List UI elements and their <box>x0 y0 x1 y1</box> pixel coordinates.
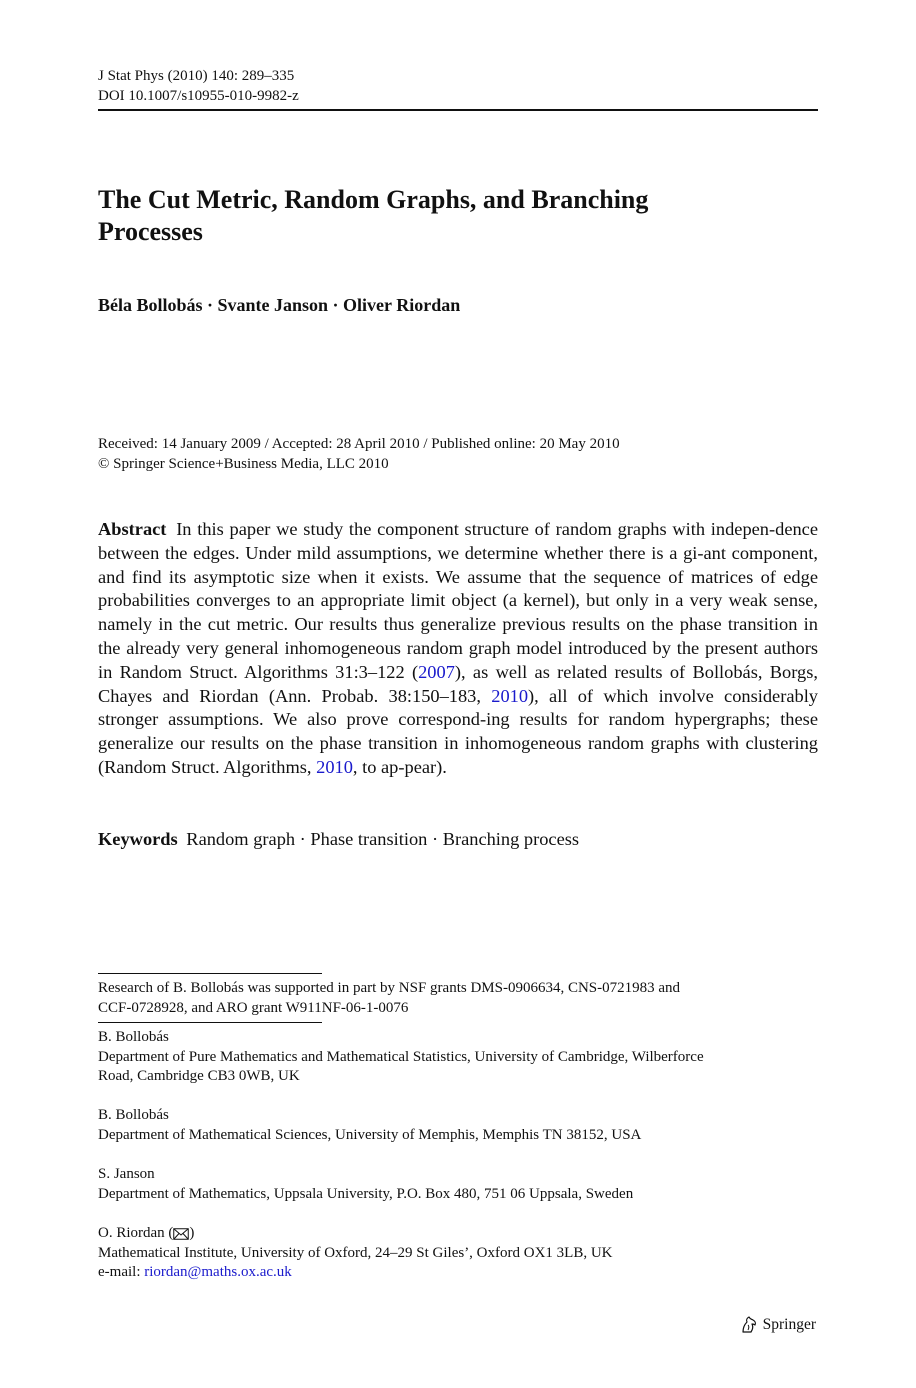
abstract <box>98 518 818 780</box>
email-link[interactable]: riordan@maths.ox.ac.uk <box>144 1264 292 1280</box>
springer-logo <box>740 1316 816 1334</box>
abstract-label: Abstract <box>98 519 167 539</box>
affiliation-3 <box>98 1165 818 1204</box>
author-list: Béla Bollobás · Svante Janson · Oliver Riordan <box>98 295 461 315</box>
email-line <box>98 1263 818 1283</box>
affiliation-1 <box>98 1028 818 1087</box>
envelope-icon <box>173 1228 189 1240</box>
affiliation-address: Mathematical Institute, University of Oxford, 24–29 St Giles’, Oxford OX1 3LB, UK <box>98 1244 613 1261</box>
copyright: © Springer Science+Business Media, LLC 2010 <box>98 455 389 472</box>
title-line-1: The Cut Metric, Random Graphs, and Branching <box>98 185 649 214</box>
keywords-text: Random graph · Phase transition · Branching process <box>186 829 580 849</box>
footnote-rule <box>98 973 322 974</box>
journal-header <box>98 66 818 106</box>
paper-title <box>98 184 818 248</box>
abstract-text-2: ), as well as related results of Bollobás, Borgs, Chayes and Riordan (Ann. Probab. 38:150–183, <box>98 661 818 706</box>
affiliation-2 <box>98 1106 818 1145</box>
affiliation-author: B. Bollobás <box>98 1107 169 1123</box>
citation-link-2010b[interactable]: 2010 <box>316 756 353 777</box>
funding-line-2: CCF-0728928, and ARO grant W911NF-06-1-0076 <box>98 999 409 1016</box>
affiliation-author: S. Janson <box>98 1166 155 1182</box>
keywords-label: Keywords <box>98 829 178 849</box>
affiliation-author: B. Bollobás <box>98 1029 169 1045</box>
title-line-2: Processes <box>98 217 203 246</box>
abstract-text-4: , to ap-pear). <box>352 756 447 777</box>
affiliation-rule <box>98 1022 322 1023</box>
author-close-paren: ) <box>189 1225 195 1241</box>
springer-horse-icon <box>740 1316 758 1334</box>
affiliation-author: O. Riordan ( <box>98 1225 174 1241</box>
corresponding-author <box>98 1224 818 1244</box>
affiliation-address: Department of Pure Mathematics and Mathematical Statistics, University of Cambridge, Wilberforce <box>98 1048 704 1065</box>
doi: DOI 10.1007/s10955-010-9982-z <box>98 88 299 104</box>
affiliation-address: Department of Mathematical Sciences, University of Memphis, Memphis TN 38152, USA <box>98 1126 642 1143</box>
funding-note <box>98 979 818 1018</box>
publication-dates <box>98 435 818 474</box>
keywords <box>98 828 818 851</box>
email-label: e-mail: <box>98 1264 145 1280</box>
affiliation-address: Department of Mathematics, Uppsala University, P.O. Box 480, 751 06 Uppsala, Sweden <box>98 1185 634 1202</box>
funding-line-1: Research of B. Bollobás was supported in part by NSF grants DMS-0906634, CNS-0721983 and <box>98 980 681 996</box>
abstract-text-1: In this paper we study the component structure of random graphs with indepen-dence between the edges. Under mild assumptions, we determine whether there is a gi-ant component, and find its asymptotic size when it exists. We assume that the sequence of matrices of edge probabilities converges to an appropriate limit object (a kernel), but only in a very weak sense, namely in the cut metric. Our results thus generalize previous results on the phase transition in the already very general inhomogeneous random graph model introduced by the present authors in Random Struct. Algorithms 31:3–122 ( <box>98 519 818 682</box>
received-accepted-published: Received: 14 January 2009 / Accepted: 28 April 2010 / Published online: 20 May 2010 <box>98 436 620 452</box>
header-rule <box>98 109 818 111</box>
citation-link-2010a[interactable]: 2010 <box>491 685 529 706</box>
abstract-text-3: ), all of which involve considerably stronger assumptions. We also prove correspond-ing results for random hypergraphs; these generalize our results on the phase transition in inhomogeneous random graphs with clustering (Random Struct. Algorithms, <box>98 685 819 777</box>
affiliation-4 <box>98 1224 818 1283</box>
affiliation-address-cont: Road, Cambridge CB3 0WB, UK <box>98 1068 300 1084</box>
citation-link-2007[interactable]: 2007 <box>418 661 455 682</box>
journal-citation: J Stat Phys (2010) 140: 289–335 <box>98 68 295 84</box>
publisher-name: Springer <box>762 1316 816 1333</box>
